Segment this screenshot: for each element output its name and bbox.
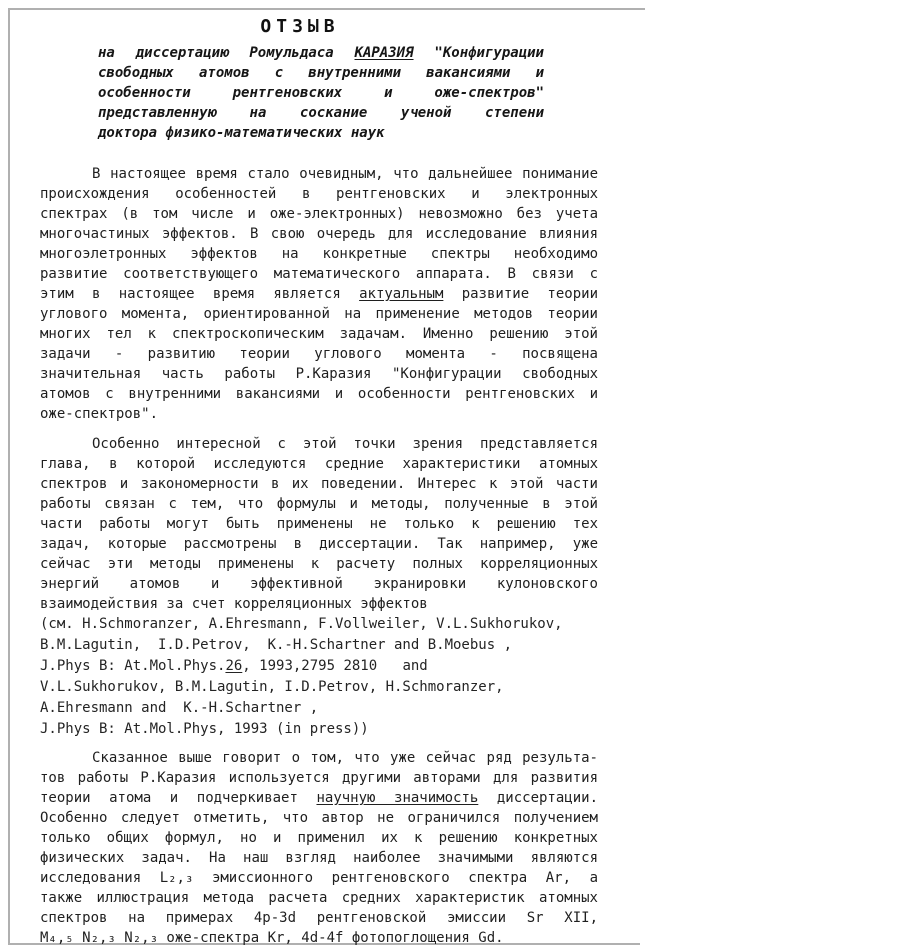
text-run: части работы могут быть применены не только к решению тех bbox=[40, 516, 598, 532]
text-run: Сказанное выше говорит о том, что уже сейчас ряд результа- bbox=[92, 750, 598, 766]
text-run: A.Ehresmann and K.-H.Schartner , bbox=[40, 700, 319, 716]
text-line bbox=[40, 494, 598, 514]
text-run: задач, которые рассмотрены в диссертации. Так например, уже bbox=[40, 536, 598, 552]
text-line bbox=[40, 204, 598, 224]
text-run: задачи - развитию теории углового момента - посвящена bbox=[40, 346, 598, 362]
text-run: V.L.Sukhorukov, B.M.Lagutin, I.D.Petrov, H.Schmoranzer, bbox=[40, 679, 504, 695]
text-run: В настоящее время стало очевидным, что дальнейшее понимание bbox=[92, 166, 598, 182]
text-line bbox=[40, 344, 598, 364]
text-line bbox=[40, 656, 598, 677]
text-run: энергий атомов и эффективной экранировки кулоновского bbox=[40, 576, 598, 592]
text-run: этим в настоящее время является bbox=[40, 286, 360, 302]
underlined-text: актуальным bbox=[359, 286, 444, 302]
text-line bbox=[40, 434, 598, 454]
text-run: работы связан с тем, что формулы и методы, полученные в этой bbox=[40, 496, 598, 512]
text-run: развитие соответствующего математического аппарата. В связи с bbox=[40, 266, 598, 282]
text-line bbox=[40, 908, 598, 928]
text-line bbox=[40, 304, 598, 324]
text-line bbox=[40, 224, 598, 244]
text-line bbox=[40, 928, 598, 948]
text-line bbox=[40, 635, 598, 656]
text-line bbox=[40, 848, 598, 868]
text-line bbox=[98, 103, 544, 123]
text-run: тов работы Р.Каразия используется другими авторами для развития bbox=[40, 770, 598, 786]
text-line bbox=[40, 788, 598, 808]
paragraph-significance bbox=[40, 748, 598, 948]
text-run: , 1993,2795 2810 and bbox=[242, 658, 428, 674]
text-run: (см. H.Schmoranzer, A.Ehresmann, F.Vollweiler, V.L.Sukhorukov, bbox=[40, 616, 563, 632]
text-run: доктора физико-математических наук bbox=[98, 125, 385, 141]
text-run: происхождения особенностей в рентгеновских и электронных bbox=[40, 186, 598, 202]
text-line bbox=[40, 719, 598, 740]
underlined-text: 26 bbox=[225, 658, 243, 674]
text-line bbox=[40, 574, 598, 594]
text-run: J.Phys B: At.Mol.Phys, 1993 (in press)) bbox=[40, 721, 369, 737]
text-run: свободных атомов с внутренними вакансиями и bbox=[98, 65, 544, 81]
text-line bbox=[40, 828, 598, 848]
text-run: развитие теории bbox=[443, 286, 598, 302]
text-line bbox=[40, 164, 598, 184]
text-line bbox=[40, 554, 598, 574]
text-run: B.M.Lagutin, I.D.Petrov, K.-H.Schartner and B.Moebus , bbox=[40, 637, 513, 653]
citation-block bbox=[40, 614, 598, 740]
page-title: ОТЗЫВ bbox=[260, 16, 340, 37]
text-run: многочастиных эффектов. В свою очередь для исследование влияния bbox=[40, 226, 598, 242]
paragraph-chapter-interest bbox=[40, 434, 598, 614]
text-line bbox=[40, 677, 598, 698]
text-run: на диссертацию Ромульдаса bbox=[98, 45, 355, 61]
text-run: сейчас эти методы применены к расчету полных корреляционных bbox=[40, 556, 598, 572]
page-edge-left bbox=[8, 8, 10, 945]
text-run: значительная часть работы Р.Каразия "Конфигурации свободных bbox=[40, 366, 598, 382]
text-line bbox=[40, 888, 598, 908]
paragraph-intro bbox=[40, 164, 598, 424]
text-run: многих тел к спектроскопическим задачам. Именно решению этой bbox=[40, 326, 598, 342]
text-run: взаимодействия за счет корреляционных эффектов bbox=[40, 596, 428, 612]
text-line bbox=[98, 123, 544, 143]
text-run: также иллюстрация метода расчета средних характеристик атомных bbox=[40, 890, 598, 906]
text-run: спектров на примерах 4p-3d рентгеновской эмиссии Sr XII, bbox=[40, 910, 598, 926]
text-line bbox=[40, 808, 598, 828]
text-run: теории атома и подчеркивает bbox=[40, 790, 317, 806]
text-run: исследования L₂,₃ эмиссионного рентгеновского спектра Ar, а bbox=[40, 870, 598, 886]
text-line bbox=[40, 594, 598, 614]
text-run: "Конфигурации bbox=[413, 45, 544, 61]
text-run: физических задач. На наш взгляд наиболее значимыми являются bbox=[40, 850, 598, 866]
text-line bbox=[98, 83, 544, 103]
text-run: оже-спектров". bbox=[40, 406, 159, 422]
underlined-text: научную значимость bbox=[316, 790, 479, 806]
text-line bbox=[40, 748, 598, 768]
text-line bbox=[40, 404, 598, 424]
text-line bbox=[40, 324, 598, 344]
text-line bbox=[40, 534, 598, 554]
text-line bbox=[40, 264, 598, 284]
text-run: только общих формул, но и применил их к решению конкретных bbox=[40, 830, 598, 846]
text-line bbox=[40, 184, 598, 204]
text-run: Особенно следует отметить, что автор не ограничился получением bbox=[40, 810, 598, 826]
text-line bbox=[40, 514, 598, 534]
text-line bbox=[40, 698, 598, 719]
text-run: атомов с внутренними вакансиями и особенности рентгеновских и bbox=[40, 386, 598, 402]
text-run: M₄,₅ N₂,₃ N₂,₃ оже-спектра Kr, 4d-4f фотопоглощения Gd. bbox=[40, 930, 504, 946]
page-edge-top bbox=[8, 8, 645, 10]
text-line bbox=[98, 63, 544, 83]
text-run: представленную на соскание ученой степени bbox=[98, 105, 544, 121]
text-run: многоэлетронных эффектов на конкретные спектры необходимо bbox=[40, 246, 598, 262]
dissertation-subtitle bbox=[98, 43, 544, 143]
text-line bbox=[40, 614, 598, 635]
text-line bbox=[40, 364, 598, 384]
document-content bbox=[40, 16, 598, 948]
text-run: особенности рентгеновских и оже-спектров" bbox=[98, 85, 544, 101]
text-line bbox=[40, 244, 598, 264]
text-run: глава, в которой исследуются средние характеристики атомных bbox=[40, 456, 598, 472]
text-line bbox=[40, 474, 598, 494]
text-line bbox=[40, 284, 598, 304]
text-line bbox=[40, 768, 598, 788]
text-run: спектрах (в том числе и оже-электронных) невозможно без учета bbox=[40, 206, 598, 222]
text-run: диссертации. bbox=[478, 790, 599, 806]
underlined-text: КАРАЗИЯ bbox=[354, 45, 414, 61]
text-run: J.Phys B: At.Mol.Phys. bbox=[40, 658, 226, 674]
text-run: Особенно интересной с этой точки зрения представляется bbox=[92, 436, 598, 452]
text-line bbox=[40, 868, 598, 888]
text-line bbox=[40, 384, 598, 404]
text-run: спектров и закономерности в их поведении. Интерес к этой части bbox=[40, 476, 598, 492]
text-line bbox=[98, 43, 544, 63]
text-line bbox=[40, 454, 598, 474]
text-run: углового момента, ориентированной на применение методов теории bbox=[40, 306, 598, 322]
